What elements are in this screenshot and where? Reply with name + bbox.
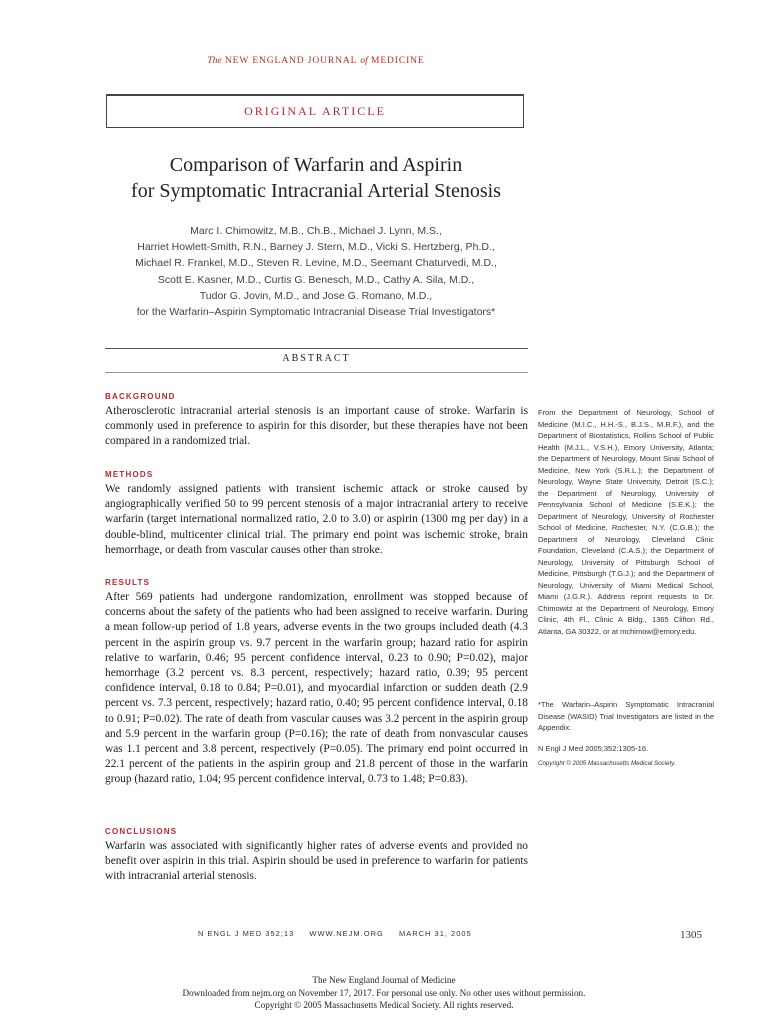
journal-prefix: The	[207, 56, 222, 66]
article-title	[66, 152, 566, 204]
page-number: 1305	[680, 929, 702, 941]
investigators-footnote: *The Warfarin–Aspirin Symptomatic Intracranial Disease (WASID) Trial Investigators are listed in the Appendix.	[538, 700, 714, 732]
abstract-methods-section	[105, 470, 528, 558]
journal-name-part1: NEW ENGLAND JOURNAL	[224, 56, 358, 66]
author-line: Harriet Howlett-Smith, R.N., Barney J. Stern, M.D., Vicki S. Hertzberg, Ph.D.,	[137, 241, 495, 254]
methods-label: METHODS	[105, 470, 154, 479]
title-line-2: for Symptomatic Intracranial Arterial Stenosis	[131, 180, 501, 202]
author-affiliations: From the Department of Neurology, School of Medicine (M.I.C., H.H.-S., B.J.S., M.R.F.), and the Department of Biostatistics, Rollins School of Public Health (M.J.L., V.S.H.), Emory University, Atlanta; the Department of Neurology, Mount Sinai School of Medicine, New York (S.R.L.); the Department of Neurology, Wayne State University, Detroit (S.C.); the Department of Neurology, University of Pennsylvania School of Medicine (S.E.K.); the Department of Neurology, University of Rochester School of Medicine, Rochester, N.Y. (C.G.B.); the Department of Neurology, Cleveland Clinic Foundation, Cleveland (C.A.S.); the Department of Neurology, University of Pittsburgh School of Medicine, Pittsburgh (T.G.J.); and the Department of Neurology, University of Miami Medical School, Miami (J.G.R.). Address reprint requests to Dr. Chimowitz at the Department of Neurology, Emory Clinic, 4th Fl., Clinic A Bldg., 1365 Clifton Rd., Atlanta, GA 30322, or at mchimow@emory.edu.	[538, 408, 714, 636]
author-line: Michael R. Frankel, M.D., Steven R. Levine, M.D., Seemant Chaturvedi, M.D.,	[135, 257, 497, 270]
page-footer	[198, 929, 484, 938]
background-label: BACKGROUND	[105, 392, 176, 401]
download-notice-journal: The New England Journal of Medicine	[312, 975, 456, 985]
conclusions-text: Warfarin was associated with significantly higher rates of adverse events and provided no benefit over aspirin in this trial. Aspirin should be used in preference to warfarin for patients with intracranial arterial stenosis.	[105, 840, 528, 883]
author-group-line: for the Warfarin–Aspirin Symptomatic Intracranial Disease Trial Investigators*	[136, 306, 496, 319]
methods-text: We randomly assigned patients with transient ischemic attack or stroke caused by angiographically verified 50 to 99 percent stenosis of a major intracranial artery to receive warfarin (target international normalized ratio, 2.0 to 3.0) or aspirin (1300 mg per day) in a double-blind, multicenter clinical trial. The primary end point was ischemic stroke, brain hemorrhage, or death from vascular causes other than stroke.	[105, 483, 528, 556]
results-text: After 569 patients had undergone randomization, enrollment was stopped because of concerns about the safety of the patients who had been assigned to receive warfarin. During a mean follow-up period of 1.8 years, adverse events in the two groups included death (4.3 percent in the aspirin group vs. 9.7 percent in the warfarin group; hazard ratio for aspirin relative to warfarin, 0.46; 95 percent confidence interval, 0.23 to 0.90; P=0.02), major hemorrhage (3.2 percent vs. 8.3 percent, respectively; hazard ratio, 0.39; 95 percent confidence interval, 0.18 to 0.84; P=0.01), and myocardial infarction or sudden death (2.9 percent vs. 7.3 percent, respectively; hazard ratio, 0.40; 95 percent confidence interval, 0.18 to 0.91; P=0.02). The rate of death from vascular causes was 3.2 percent in the aspirin group and 5.9 percent in the warfarin group (P=0.16); the rate of death from nonvascular causes was 1.1 percent and 3.8 percent, respectively (P=0.05). The primary end point occurred in 22.1 percent of the patients in the aspirin group and 21.8 percent of those in the warfarin group (hazard ratio, 1.04; 95 percent confidence interval, 0.73 to 1.48; P=0.83).	[105, 591, 528, 786]
article-type: ORIGINAL ARTICLE	[244, 104, 386, 118]
download-notice-terms: Downloaded from nejm.org on November 17, 2017. For personal use only. No other uses without permission.	[182, 987, 586, 998]
abstract-heading: ABSTRACT	[282, 353, 351, 364]
abstract-background-section	[105, 392, 528, 450]
title-line-1: Comparison of Warfarin and Aspirin	[169, 154, 463, 176]
download-notice	[0, 974, 768, 1012]
background-text: Atherosclerotic intracranial arterial stenosis is an important cause of stroke. Warfarin is commonly used in preference to aspirin for this disorder, but these therapies have not been compared in a randomized trial.	[105, 405, 528, 448]
author-line: Tudor G. Jovin, M.D., and Jose G. Romano, M.D.,	[199, 289, 433, 302]
article-type-box	[106, 94, 524, 128]
author-line: Scott E. Kasner, M.D., Curtis G. Benesch, M.D., Cathy A. Sila, M.D.,	[157, 273, 475, 286]
author-list	[66, 223, 566, 320]
footer-date: MARCH 31, 2005	[398, 929, 472, 938]
author-line: Marc I. Chimowitz, M.B., Ch.B., Michael J. Lynn, M.S.,	[190, 225, 442, 237]
abstract-conclusions-section	[105, 827, 528, 885]
conclusions-label: CONCLUSIONS	[105, 827, 178, 836]
results-label: RESULTS	[105, 578, 151, 587]
footer-journal-ref: N ENGL J MED 352;13	[198, 929, 295, 938]
journal-header	[0, 56, 632, 66]
abstract-results-section	[105, 578, 528, 788]
journal-of: of	[360, 56, 368, 66]
abstract-bottom-rule	[105, 372, 528, 373]
journal-name-part2: MEDICINE	[371, 56, 425, 66]
citation: N Engl J Med 2005;352:1305-16.	[538, 744, 649, 753]
copyright-notice: Copyright © 2005 Massachusetts Medical Society.	[538, 760, 676, 767]
abstract-top-rule	[105, 348, 528, 349]
footer-website: WWW.NEJM.ORG	[309, 929, 384, 938]
download-notice-copyright: Copyright © 2005 Massachusetts Medical Society. All rights reserved.	[254, 1000, 514, 1010]
